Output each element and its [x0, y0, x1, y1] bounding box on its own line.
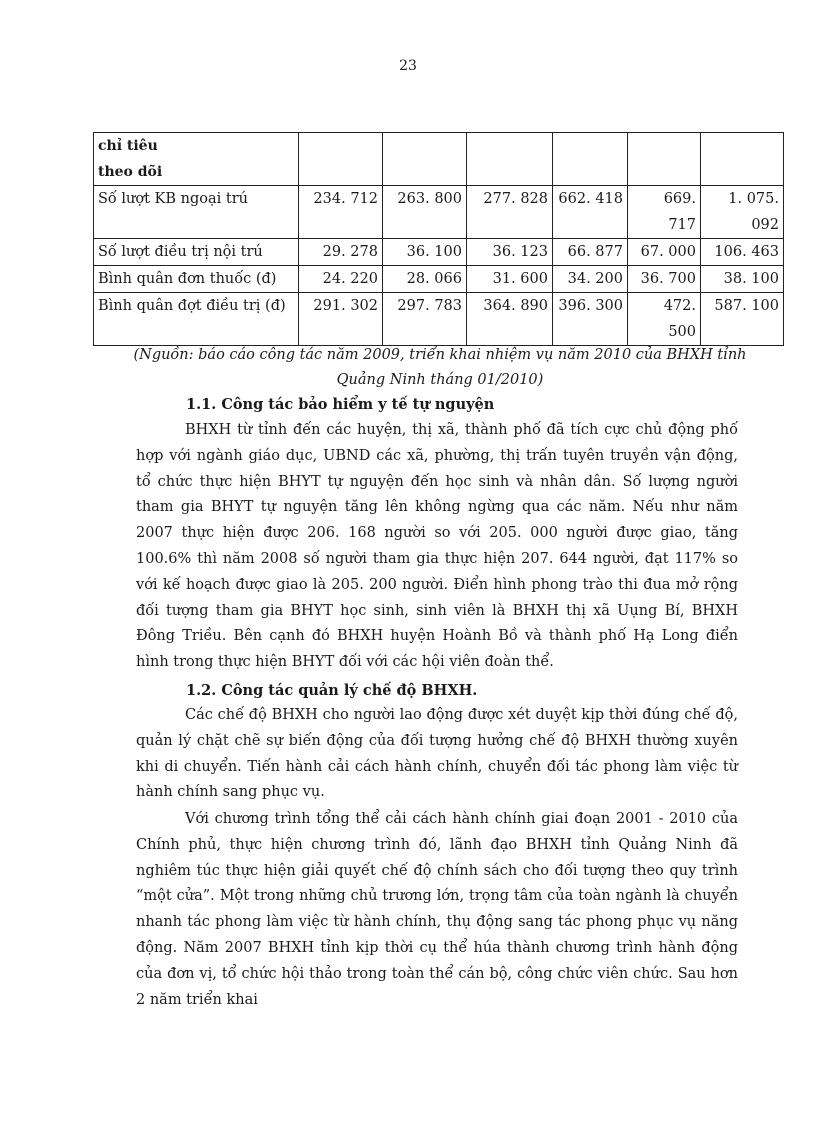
table-cell: 66. 877 — [553, 239, 628, 266]
row-label: Bình quân đơn thuốc (đ) — [94, 266, 299, 293]
table-cell: 364. 890 — [467, 293, 553, 346]
table-cell: 669. 717 — [628, 186, 701, 239]
header-label-cell — [94, 133, 299, 186]
page-number: 23 — [399, 58, 417, 74]
table-row — [94, 293, 784, 346]
table-row — [94, 266, 784, 293]
header-empty-cell — [701, 133, 784, 186]
table-row — [94, 239, 784, 266]
header-empty-cell — [383, 133, 467, 186]
table-cell: 277. 828 — [467, 186, 553, 239]
header-empty-cell — [299, 133, 383, 186]
paragraph-benefit-management: Các chế độ BHXH cho người lao động được xét duyệt kịp thời đúng chế độ, quản lý chặt chẽ sự biến động của đối tượng hưởng chế độ BHXH thường xuyên khi di chuyển. Tiến hành cải cách hành chính, chuyển đối tác phong làm việc từ hành chính sang phục vụ. — [136, 707, 738, 801]
table-cell: 263. 800 — [383, 186, 467, 239]
header-empty-cell — [553, 133, 628, 186]
paragraph-voluntary-insurance: BHXH từ tỉnh đến các huyện, thị xã, thành phố đã tích cực chủ động phố hợp với ngành giáo dục, UBND các xã, phường, thị trấn tuyên truyền vận động, tổ chức thực hiện BHYT tự nguyện đến học sinh và nhân dân. Số lượng người tham gia BHYT tự nguyện tăng lên không ngừng qua các năm. Nếu như năm 2007 thực hiện được 206. 168 người so với 205. 000 người được giao, tăng 100.6% thì năm 2008 số người tham gia thực hiện 207. 644 người, đạt 117% so với kế hoạch được giao là 205. 200 người. Điển hình phong trào thi đua mở rộng đối tượng tham gia BHYT học sinh, sinh viên là BHXH thị xã Uụng Bí, BHXH Đông Triều. Bên cạnh đó BHXH huyện Hoành Bồ và thành phố Hạ Long điển hình trong thực hiện BHYT đối với các hội viên đoàn thể. — [136, 422, 738, 671]
table-cell: 472. 500 — [628, 293, 701, 346]
paragraph-admin-reform: Với chương trình tổng thể cải cách hành chính giai đoạn 2001 - 2010 của Chính phủ, thực hiện chương trình đó, lãnh đạo BHXH tỉnh Quảng Ninh đã nghiêm túc thực hiện giải quyết chế độ chính sách cho đối tượng theo quy trình “một cửa”. Một trong những chủ trương lớn, trọng tâm của toàn ngành là chuyển nhanh tác phong làm việc từ hành chính, thụ động sang tác phong phục vụ năng động. Năm 2007 BHXH tỉnh kịp thời cụ thể húa thành chương trình hành động của đơn vị, tổ chức hội thảo trong toàn thể cán bộ, công chức viên chức. Sau hơn 2 năm triển khai — [136, 811, 738, 1008]
header-label-line: chỉ tiêu — [98, 138, 158, 154]
header-empty-cell — [467, 133, 553, 186]
table-cell: 396. 300 — [553, 293, 628, 346]
table-cell: 1. 075. 092 — [701, 186, 784, 239]
row-label: Số lượt điều trị nội trú — [94, 239, 299, 266]
table-cell: 36. 100 — [383, 239, 467, 266]
table-cell: 67. 000 — [628, 239, 701, 266]
section-heading-1-2: 1.2. Công tác quản lý chế độ BHXH. — [186, 682, 478, 699]
table-row — [94, 186, 784, 239]
table-cell: 234. 712 — [299, 186, 383, 239]
table-cell: 36. 700 — [628, 266, 701, 293]
table-cell: 29. 278 — [299, 239, 383, 266]
section-heading-1-1: 1.1. Công tác bảo hiểm y tế tự nguyện — [186, 396, 495, 413]
table-cell: 587. 100 — [701, 293, 784, 346]
table-header-row — [94, 133, 784, 186]
table-cell: 38. 100 — [701, 266, 784, 293]
table-cell: 34. 200 — [553, 266, 628, 293]
header-label-line: theo dõi — [98, 164, 163, 180]
table-cell: 31. 600 — [467, 266, 553, 293]
table-cell: 106. 463 — [701, 239, 784, 266]
table-cell: 291. 302 — [299, 293, 383, 346]
table-cell: 36. 123 — [467, 239, 553, 266]
table-cell: 28. 066 — [383, 266, 467, 293]
table-source-note: (Nguồn: báo cáo công tác năm 2009, triển khai nhiệm vụ năm 2010 của BHXH tỉnh Quảng Ninh tháng 01/2010) — [133, 347, 747, 388]
table-cell: 24. 220 — [299, 266, 383, 293]
row-label: Bình quân đợt điều trị (đ) — [94, 293, 299, 346]
row-label: Số lượt KB ngoại trú — [94, 186, 299, 239]
statistics-table — [93, 132, 784, 346]
header-empty-cell — [628, 133, 701, 186]
table-cell: 662. 418 — [553, 186, 628, 239]
table-cell: 297. 783 — [383, 293, 467, 346]
